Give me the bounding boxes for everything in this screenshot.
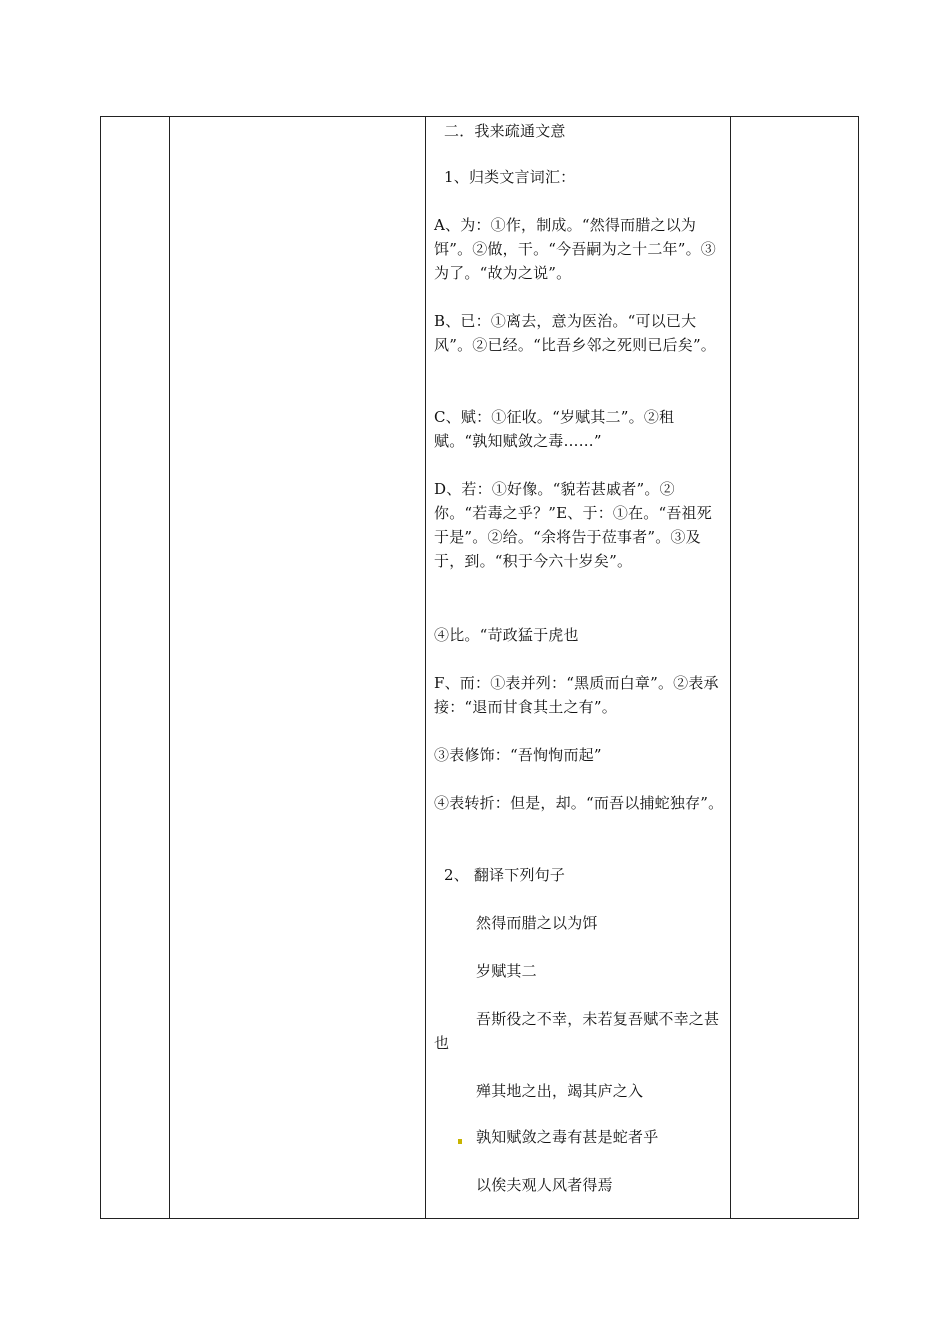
- entry-ruo-yu: D、若：①好像。“貌若甚戚者”。②你。“若毒之乎？”E、于：①在。“吾祖死于是”。②给。“余将告于莅事者”。③及于，到。“积于今六十岁矣”。: [434, 480, 712, 570]
- entry-wei: A、为：①作，制成。“然得而腊之以为饵”。②做，干。“今吾嗣为之十二年”。③为了。“故为之说”。: [434, 216, 717, 282]
- entry-fu: C、赋：①征收。“岁赋其二”。②租赋。“孰知赋敛之毒……”: [434, 408, 675, 450]
- subheading-vocabulary: 1、归类文言词汇：: [444, 168, 576, 186]
- column-divider-2: [425, 117, 426, 1218]
- entry-er: F、而：①表并列：“黑质而白章”。②表承接：“退而甘食其土之有”。: [434, 674, 719, 716]
- entry-er-4: ④表转折：但是，却。“而吾以捕蛇独存”。: [434, 794, 724, 812]
- subheading-translate: 2、 翻译下列句子: [444, 866, 566, 884]
- sentence-3: 吾斯役之不幸，未若复吾赋不幸之甚也: [434, 1010, 720, 1052]
- sentence-5-row: [434, 1125, 727, 1149]
- entry-yu-4: ④比。“苛政猛于虎也: [434, 626, 579, 644]
- section-title: 二．我来疏通文意: [444, 122, 566, 140]
- entry-er-3: ③表修饰：“吾恂恂而起”: [434, 746, 602, 764]
- sentence-4: 殚其地之出，竭其庐之入: [476, 1082, 644, 1100]
- sentence-5: 孰知赋敛之毒有甚是蛇者乎: [476, 1128, 659, 1146]
- sentence-2: 岁赋其二: [476, 962, 537, 980]
- sentence-6: 以俟夫观人风者得焉: [476, 1176, 613, 1194]
- bullet-marker: [458, 1139, 462, 1144]
- entry-yi: B、已：①离去，意为医治。“可以已大风”。②已经。“比吾乡邻之死则已后矣”。: [434, 312, 717, 354]
- sentence-1: 然得而腊之以为饵: [476, 914, 598, 932]
- lesson-table: [100, 116, 859, 1219]
- column-divider-1: [169, 117, 170, 1218]
- column-divider-3: [730, 117, 731, 1218]
